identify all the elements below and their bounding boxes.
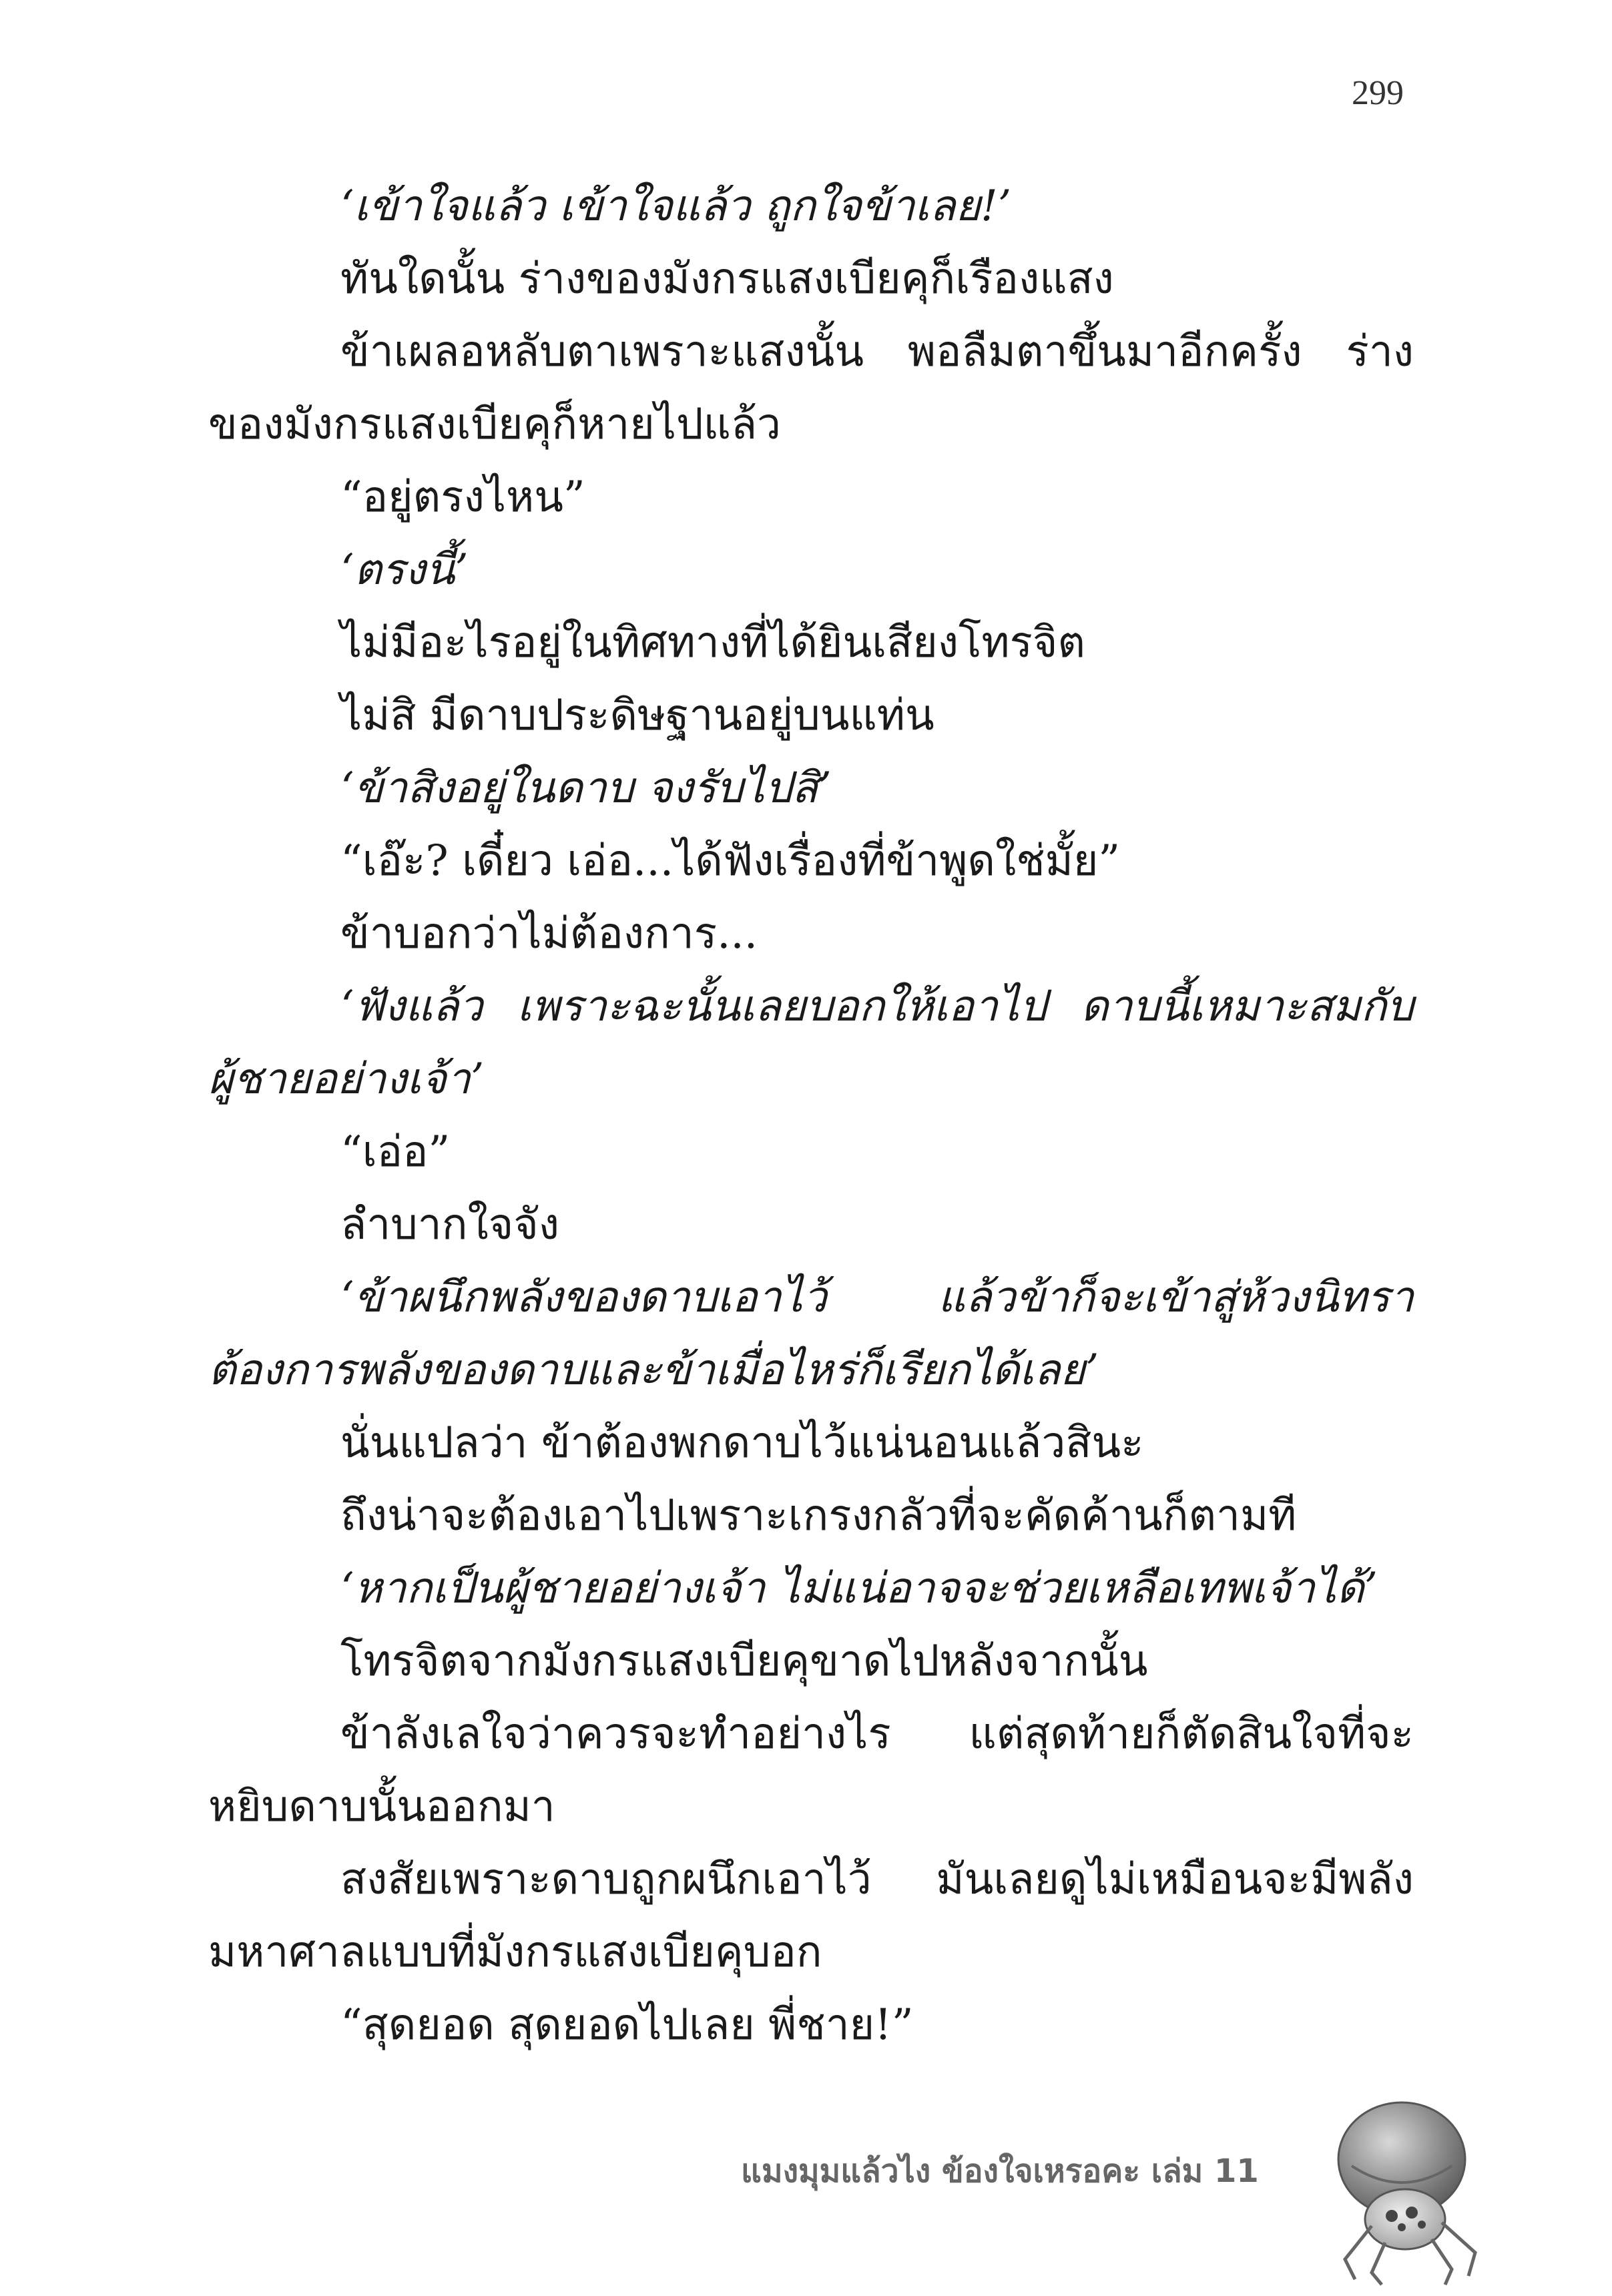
paragraph: ข้าบอกว่าไม่ต้องการ... bbox=[340, 909, 758, 958]
paragraph: ถึงน่าจะต้องเอาไปเพราะเกรงกลัวที่จะคัดค้านก็ตามที bbox=[340, 1491, 1297, 1540]
paragraph: ‘หากเป็นผู้ชายอย่างเจ้า ไม่แน่อาจจะช่วยเหลือเทพเจ้าได้’ bbox=[340, 1564, 1378, 1613]
paragraph: ไม่สิ มีดาบประดิษฐานอยู่บนแท่น bbox=[340, 691, 934, 740]
paragraph: สงสัยเพราะดาบถูกผนึกเอาไว้ มันเลยดูไม่เหมือนจะมีพลังมหาศาลแบบที่มังกรแสงเบียคุบอก bbox=[208, 1855, 1414, 1977]
paragraph: ข้าเผลอหลับตาเพราะแสงนั้น พอลืมตาขึ้นมาอีกครั้ง ร่างของมังกรแสงเบียคุก็หายไปแล้ว bbox=[208, 327, 1414, 449]
paragraph: “เอ่อ” bbox=[340, 1127, 451, 1177]
footer-book-title: แมงมุมแล้วไง ข้องใจเหรอคะ เล่ม 11 bbox=[741, 2152, 1259, 2190]
paragraph: ข้าลังเลใจว่าควรจะทำอย่างไร แต่สุดท้ายก็ตัดสินใจที่จะหยิบดาบนั้นออกมา bbox=[208, 1709, 1414, 1831]
paragraph: โทรจิตจากมังกรแสงเบียคุขาดไปหลังจากนั้น bbox=[340, 1637, 1148, 1686]
page-number: 299 bbox=[1352, 74, 1404, 112]
paragraph: ไม่มีอะไรอยู่ในทิศทางที่ได้ยินเสียงโทรจิต bbox=[340, 618, 1085, 667]
paragraph: “อยู่ตรงไหน” bbox=[340, 473, 585, 522]
paragraph: ‘ข้าสิงอยู่ในดาบ จงรับไปสิ’ bbox=[340, 764, 832, 813]
body-text bbox=[208, 170, 1414, 2062]
paragraph: ลำบากใจจัง bbox=[340, 1200, 559, 1249]
paragraph: ‘ข้าผนึกพลังของดาบเอาไว้ แล้วข้าก็จะเข้าสู่ห้วงนิทราต้องการพลังของดาบและข้าเมื่อไหร่ก็เรียกได้เลย’ bbox=[208, 1273, 1414, 1395]
paragraph: ‘ฟังแล้ว เพราะฉะนั้นเลยบอกให้เอาไป ดาบนี้เหมาะสมกับผู้ชายอย่างเจ้า’ bbox=[208, 982, 1414, 1104]
spider-mascot-icon bbox=[1325, 2086, 1492, 2286]
paragraph: ‘ตรงนี้’ bbox=[340, 545, 469, 595]
paragraph: นั่นแปลว่า ข้าต้องพกดาบไว้แน่นอนแล้วสินะ bbox=[340, 1418, 1144, 1468]
paragraph: “เอ๊ะ? เดี๋ยว เอ่อ...ได้ฟังเรื่องที่ข้าพูดใช่มั้ย” bbox=[340, 836, 1121, 886]
paragraph: ทันใดนั้น ร่างของมังกรแสงเบียคุก็เรืองแสง bbox=[340, 254, 1114, 304]
paragraph: ‘เข้าใจแล้ว เข้าใจแล้ว ถูกใจข้าเลย!’ bbox=[340, 182, 1012, 231]
paragraph: “สุดยอด สุดยอดไปเลย พี่ชาย!” bbox=[340, 2000, 914, 2050]
